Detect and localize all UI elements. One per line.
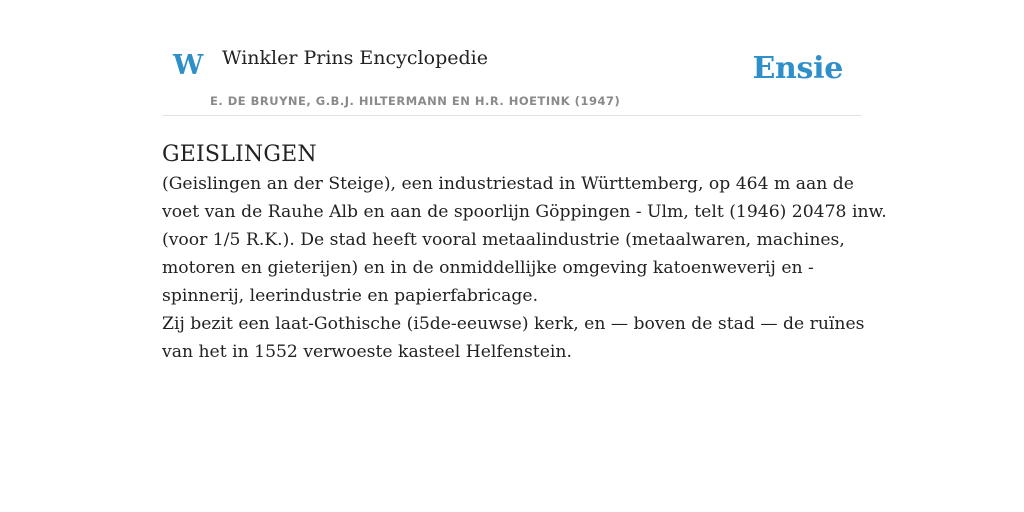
source-header	[162, 0, 862, 116]
paragraph-line: (Geislingen an der Steige), een industriestad in Württemberg, op 464 m aan de	[162, 174, 854, 194]
article-container	[162, 0, 887, 366]
entry-title: GEISLINGEN	[162, 142, 317, 167]
entry-paragraph-2	[162, 310, 865, 366]
ensie-logo-link[interactable]: Ensie	[752, 51, 843, 86]
paragraph-line: Zij bezit een laat-Gothische (i5de-eeuwse) kerk, en — boven de stad — de ruïnes	[162, 314, 865, 334]
paragraph-line: voet van de Rauhe Alb en aan de spoorlijn Göppingen - Ulm, telt (1946) 20478 inw.	[162, 202, 887, 222]
entry-body	[162, 170, 887, 366]
paragraph-line: spinnerij, leerindustrie en papierfabricage.	[162, 286, 539, 306]
source-authors: E. DE BRUYNE, G.B.J. HILTERMANN EN H.R. HOETINK (1947)	[210, 94, 621, 108]
source-logo-icon[interactable]: W	[173, 50, 204, 81]
source-title-link[interactable]: Winkler Prins Encyclopedie	[222, 47, 488, 69]
entry-paragraph-1	[162, 170, 887, 310]
paragraph-line: motoren en gieterijen) en in de onmiddellijke omgeving katoenweverij en -	[162, 258, 814, 278]
paragraph-line: van het in 1552 verwoeste kasteel Helfenstein.	[162, 342, 572, 362]
paragraph-line: (voor 1/5 R.K.). De stad heeft vooral metaalindustrie (metaalwaren, machines,	[162, 230, 845, 250]
